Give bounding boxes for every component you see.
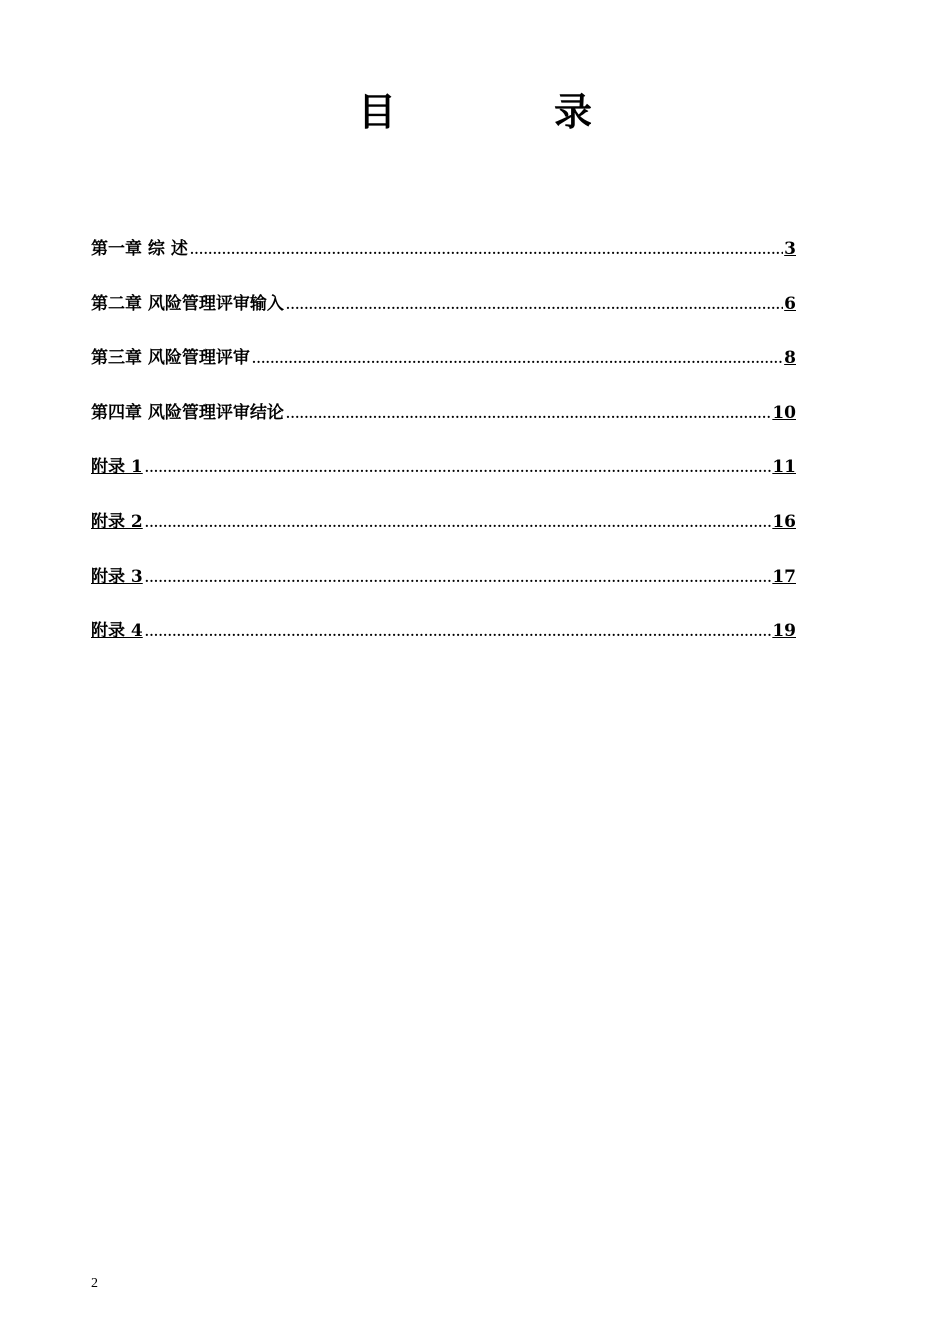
toc-entry-chapter-4[interactable] [91, 398, 796, 426]
toc-entry-label: 第一章 综 述 [91, 239, 188, 259]
toc-dot-leader [286, 404, 771, 424]
toc-entry-appendix-4[interactable] [91, 616, 796, 644]
toc-entry-label: 第三章 风险管理评审 [91, 348, 250, 369]
table-of-contents [91, 234, 796, 671]
toc-entry-label[interactable]: 附录 3 [91, 566, 143, 587]
toc-entry-page[interactable]: 19 [772, 621, 796, 642]
toc-entry-appendix-2[interactable] [91, 507, 796, 535]
toc-entry-chapter-2[interactable] [91, 289, 796, 317]
toc-entry-label[interactable]: 附录 1 [91, 457, 143, 478]
toc-dot-leader [145, 622, 772, 642]
toc-entry-appendix-1[interactable] [91, 452, 796, 480]
toc-entry-label[interactable]: 附录 4 [91, 621, 143, 642]
toc-dot-leader [252, 349, 783, 369]
toc-entry-page[interactable]: 10 [772, 402, 796, 423]
toc-entry-page[interactable]: 11 [772, 457, 796, 478]
toc-dot-leader [145, 568, 772, 588]
toc-entry-chapter-3[interactable] [91, 343, 796, 371]
toc-entry-page[interactable]: 6 [784, 293, 796, 314]
toc-dot-leader [286, 295, 783, 315]
toc-dot-leader [145, 458, 772, 478]
toc-entry-label: 第二章 风险管理评审输入 [91, 293, 284, 314]
toc-entry-label: 第四章 风险管理评审结论 [91, 402, 284, 423]
toc-entry-page[interactable]: 3 [784, 239, 796, 259]
toc-entry-label[interactable]: 附录 2 [91, 511, 143, 532]
toc-dot-leader [190, 240, 783, 260]
toc-entry-page[interactable]: 17 [772, 566, 796, 587]
toc-entry-page[interactable]: 8 [784, 348, 796, 369]
toc-entry-chapter-1[interactable] [91, 234, 796, 262]
page-title: 目 录 [357, 89, 652, 134]
page-number: 2 [91, 1276, 98, 1291]
toc-entry-appendix-3[interactable] [91, 562, 796, 590]
toc-entry-page[interactable]: 16 [772, 511, 796, 532]
toc-dot-leader [145, 513, 772, 533]
